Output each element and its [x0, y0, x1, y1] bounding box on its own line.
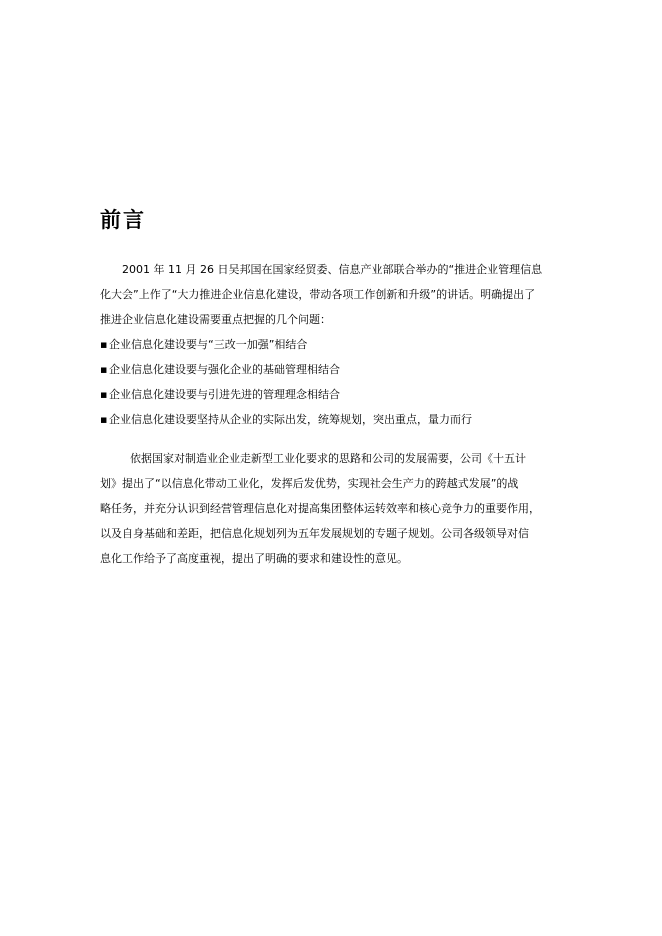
intro-line: 化大会”上作了“大力推进企业信息化建设，带动各项工作创新和升级”的讲话。明确提出了 [100, 288, 536, 301]
plan-line: 依据国家对制造业企业走新型工业化要求的思路和公司的发展需要，公司《十五计 [130, 452, 526, 465]
list-item-text: 企业信息化建设要与引进先进的管理理念相结合 [109, 388, 340, 401]
list-item [100, 357, 472, 382]
key-issues-list [100, 332, 472, 432]
intro-paragraph [100, 257, 570, 332]
list-item [100, 382, 472, 407]
plan-line: 息化工作给予了高度重视，提出了明确的要求和建设性的意见。 [100, 552, 408, 565]
list-item-text: 企业信息化建设要坚持从企业的实际出发，统筹规划，突出重点，量力而行 [109, 413, 472, 426]
bullet-icon: ▪ [100, 388, 108, 401]
list-item-text: 企业信息化建设要与强化企业的基础管理相结合 [109, 363, 340, 376]
plan-line: 划》提出了“以信息化带动工业化，发挥后发优势，实现社会生产力的跨越式发展”的战 [100, 477, 519, 490]
plan-paragraph [100, 446, 570, 571]
bullet-icon: ▪ [100, 413, 108, 426]
list-item [100, 407, 472, 432]
intro-line: 2001 年 11 月 26 日吴邦国在国家经贸委、信息产业部联合举办的“推进企业管理信息 [122, 263, 543, 276]
intro-line: 推进企业信息化建设需要重点把握的几个问题： [100, 313, 331, 326]
page-title: 前言 [100, 208, 146, 232]
plan-line: 略任务，并充分认识到经营管理信息化对提高集团整体运转效率和核心竞争力的重要作用， [100, 502, 540, 515]
list-item-text: 企业信息化建设要与“三改一加强”相结合 [109, 338, 308, 351]
list-item [100, 332, 472, 357]
plan-line: 以及自身基础和差距，把信息化规划列为五年发展规划的专题子规划。公司各级领导对信 [100, 527, 529, 540]
bullet-icon: ▪ [100, 338, 108, 351]
bullet-icon: ▪ [100, 363, 108, 376]
